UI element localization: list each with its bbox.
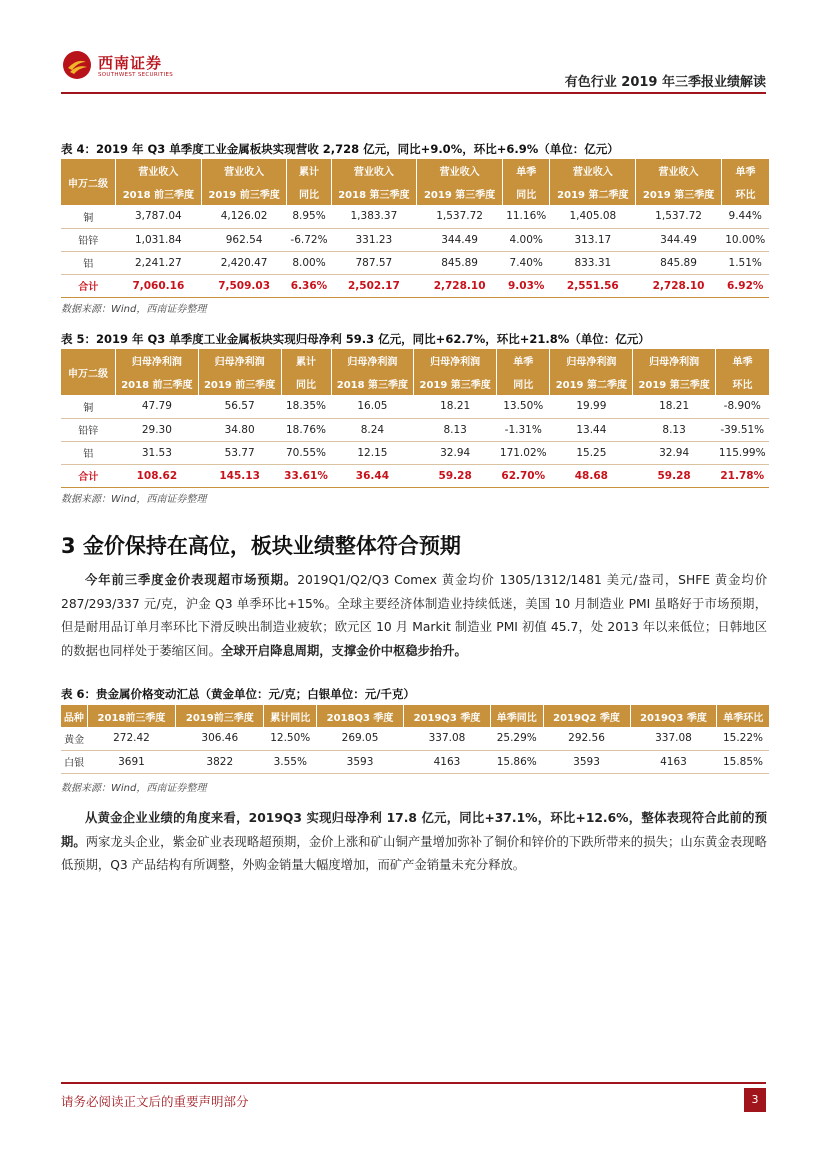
table4-total-label: 合计 xyxy=(61,274,116,297)
table5-source: 数据来源：Wind，西南证券整理 xyxy=(61,494,207,505)
table4-header-bottom-cell: 2019 第二季度 xyxy=(550,182,636,205)
para2-body: 两家龙头企业，紫金矿业表现略超预期，金价上涨和矿山铜产量增加弥补了铜价和锌价的下跌所带来的损失；山东黄金表现略低预期，Q3 产品结构有所调整，外购金销量大幅度增加，而矿产金销量未充分释放。 xyxy=(61,834,767,872)
table6-cell: 3.55% xyxy=(264,750,317,773)
table4-total-cell: 9.03% xyxy=(502,274,549,297)
table4-cell: 344.49 xyxy=(636,228,722,251)
table6-row-label: 白银 xyxy=(61,750,87,773)
table5-header-top-cell: 归母净利润 xyxy=(116,349,199,372)
table5-row-label: 铜 xyxy=(61,395,116,418)
table4-header-top-cell: 营业收入 xyxy=(201,159,287,182)
table5-total-row xyxy=(61,464,769,487)
table5-cell: 8.13 xyxy=(633,418,716,441)
table5-total-cell: 59.28 xyxy=(414,464,497,487)
table4-cell: 8.00% xyxy=(287,251,331,274)
table4-total-cell: 6.92% xyxy=(721,274,769,297)
table4-cell: 962.54 xyxy=(201,228,287,251)
table4-header-top-cell: 单季 xyxy=(721,159,769,182)
table5-data-row xyxy=(61,418,769,441)
table5-cell: 70.55% xyxy=(281,441,331,464)
table5-caption: 表 5：2019 年 Q3 单季度工业金属板块实现归母净利 59.3 亿元，同比+62.7%，环比+21.8%（单位：亿元） xyxy=(61,332,650,346)
table4-header-top-cell: 营业收入 xyxy=(116,159,202,182)
table5-cell: 18.21 xyxy=(633,395,716,418)
para1-lead: 今年前三季度金价表现超市场预期。 xyxy=(85,573,298,587)
table4-cell: 11.16% xyxy=(502,205,549,228)
table6-cell: 15.85% xyxy=(717,750,769,773)
table5-cell: 19.99 xyxy=(550,395,633,418)
table4-cell: 1,537.72 xyxy=(636,205,722,228)
table4-cell: 1.51% xyxy=(721,251,769,274)
table5-header-top-cell: 归母净利润 xyxy=(331,349,414,372)
table5-cell: 34.80 xyxy=(198,418,281,441)
table6-cell: 337.08 xyxy=(630,727,717,750)
table5-cell: 16.05 xyxy=(331,395,414,418)
table4-row-label: 铝 xyxy=(61,251,116,274)
table6-header-cell: 2018前三季度 xyxy=(87,705,175,727)
table4-cell: 4,126.02 xyxy=(201,205,287,228)
table4-header-bottom-cell: 2019 第三季度 xyxy=(636,182,722,205)
table5-header-bottom-cell: 环比 xyxy=(715,372,769,395)
table4-total-cell: 7,060.16 xyxy=(116,274,202,297)
table5-data-row xyxy=(61,441,769,464)
table4-cell: 1,405.08 xyxy=(550,205,636,228)
table4-cell: 1,537.72 xyxy=(417,205,503,228)
table6-cell: 15.22% xyxy=(717,727,769,750)
table4-header-top-cell: 营业收入 xyxy=(331,159,417,182)
table4-cell: 2,241.27 xyxy=(116,251,202,274)
table4-row-label: 铜 xyxy=(61,205,116,228)
table4-cell: 3,787.04 xyxy=(116,205,202,228)
table5-header-bottom-cell: 2019 第二季度 xyxy=(550,372,633,395)
table4-header-top-cell: 营业收入 xyxy=(636,159,722,182)
table5-cell: 115.99% xyxy=(715,441,769,464)
table6-header-cell: 2019前三季度 xyxy=(176,705,264,727)
table4-header-bottom-cell: 同比 xyxy=(287,182,331,205)
table5-cell: 32.94 xyxy=(633,441,716,464)
logo-emblem-icon xyxy=(62,50,92,80)
table4-header-row-1 xyxy=(61,159,769,182)
logo-english-name: SOUTHWEST SECURITIES xyxy=(98,72,174,78)
table5-total-cell: 59.28 xyxy=(633,464,716,487)
table6-cell: 15.86% xyxy=(490,750,543,773)
table6-cell: 4163 xyxy=(404,750,491,773)
table5-cell: -1.31% xyxy=(497,418,550,441)
table5-header-top-cell: 累计 xyxy=(281,349,331,372)
table5-cell: 47.79 xyxy=(116,395,199,418)
table5-header-top-cell: 归母净利润 xyxy=(550,349,633,372)
footer-divider xyxy=(61,1082,766,1084)
table6-data-row xyxy=(61,727,769,750)
table4-total-cell: 2,728.10 xyxy=(417,274,503,297)
table6-header-cell: 单季同比 xyxy=(490,705,543,727)
table4-caption: 表 4：2019 年 Q3 单季度工业金属板块实现营收 2,728 亿元，同比+9.0%，环比+6.9%（单位：亿元） xyxy=(61,142,619,156)
table6-data-row xyxy=(61,750,769,773)
table6-header-cell: 2019Q3 季度 xyxy=(630,705,717,727)
table5-header-top-cell: 单季 xyxy=(497,349,550,372)
table6-header-cell: 2019Q2 季度 xyxy=(543,705,630,727)
table5-header-bottom-cell: 同比 xyxy=(497,372,550,395)
table5-header-bottom-cell: 同比 xyxy=(281,372,331,395)
table5-total-cell: 62.70% xyxy=(497,464,550,487)
table4-header-row-2 xyxy=(61,182,769,205)
para1-body: 2019Q1/Q2/Q3 Comex 黄金均价 1305/1312/1481 美元/盎司，SHFE 黄金均价 287/293/337 元/克，沪金 Q3 单季环比+15%。全球主要经济体制造业持续低迷，美国 10 月制造业 PMI 虽略好于市场预期，但是耐用品订单月率环比下滑反映出制造业疲软；欧元区 10 月 Markit 制造业 PMI 初值 45.7，处 2013 年以来低位；日韩地区的数据也同样处于萎缩区间。 xyxy=(61,573,767,658)
table5-header-top-cell: 归母净利润 xyxy=(198,349,281,372)
table5-total-cell: 21.78% xyxy=(715,464,769,487)
page-number: 3 xyxy=(744,1088,766,1112)
table4-data-row xyxy=(61,228,769,251)
table4-header-top-cell: 营业收入 xyxy=(417,159,503,182)
table5-cell: 29.30 xyxy=(116,418,199,441)
para1-conclusion: 全球开启降息周期，支撑金价中枢稳步抬升。 xyxy=(220,643,467,658)
table5-cell: 15.25 xyxy=(550,441,633,464)
table6-cell: 12.50% xyxy=(264,727,317,750)
table6-header-cell: 品种 xyxy=(61,705,87,727)
table5-total-cell: 33.61% xyxy=(281,464,331,487)
table5-total-cell: 108.62 xyxy=(116,464,199,487)
table4-cell: 845.89 xyxy=(636,251,722,274)
table4-cell: 1,031.84 xyxy=(116,228,202,251)
table5-header-bottom-cell: 2018 前三季度 xyxy=(116,372,199,395)
table5-cell: 12.15 xyxy=(331,441,414,464)
table4-cell: 2,420.47 xyxy=(201,251,287,274)
table5-row-label: 铅锌 xyxy=(61,418,116,441)
table4-header-bottom-cell: 2018 前三季度 xyxy=(116,182,202,205)
table4-row-header: 申万二级 xyxy=(61,159,116,205)
table5-row-label: 铝 xyxy=(61,441,116,464)
table5-cell: 18.35% xyxy=(281,395,331,418)
table5-row-header: 申万二级 xyxy=(61,349,116,395)
table5-cell: 32.94 xyxy=(414,441,497,464)
table6-header-row xyxy=(61,705,769,727)
table5-data-row xyxy=(61,395,769,418)
table5-cell: -39.51% xyxy=(715,418,769,441)
table6-header-cell: 累计同比 xyxy=(264,705,317,727)
table5-cell: 13.44 xyxy=(550,418,633,441)
table4-cell: 787.57 xyxy=(331,251,417,274)
table4-cell: 9.44% xyxy=(721,205,769,228)
table5-total-cell: 48.68 xyxy=(550,464,633,487)
table4-cell: 331.23 xyxy=(331,228,417,251)
table4-cell: 313.17 xyxy=(550,228,636,251)
table4-source: 数据来源：Wind，西南证券整理 xyxy=(61,304,207,315)
table5-total-cell: 145.13 xyxy=(198,464,281,487)
table6-caption: 表 6：贵金属价格变动汇总（黄金单位：元/克；白银单位：元/千克） xyxy=(61,687,415,701)
table6-precious-metals xyxy=(61,705,769,774)
table4-cell: 4.00% xyxy=(502,228,549,251)
table6-cell: 3593 xyxy=(543,750,630,773)
logo-chinese-name: 西南证券 xyxy=(98,54,163,72)
table5-header-top-cell: 单季 xyxy=(715,349,769,372)
table4-cell: 7.40% xyxy=(502,251,549,274)
table4-header-bottom-cell: 环比 xyxy=(721,182,769,205)
table4-total-row xyxy=(61,274,769,297)
table4-total-cell: 2,728.10 xyxy=(636,274,722,297)
table5-cell: 53.77 xyxy=(198,441,281,464)
table5-cell: 18.21 xyxy=(414,395,497,418)
table5-total-label: 合计 xyxy=(61,464,116,487)
table5-header-row-2 xyxy=(61,372,769,395)
header-divider xyxy=(61,92,766,94)
para2-lead: 从黄金企业业绩的角度来看，2019Q3 实现归母净利 17.8 亿元，同比+37.1%，环比+12.6%，整体表现符合此前的预期。 xyxy=(61,811,767,849)
company-logo xyxy=(62,48,222,88)
table4-cell: 845.89 xyxy=(417,251,503,274)
table5-header-top-cell: 归母净利润 xyxy=(414,349,497,372)
table4-header-top-cell: 单季 xyxy=(502,159,549,182)
table5-total-cell: 36.44 xyxy=(331,464,414,487)
table5-cell: 18.76% xyxy=(281,418,331,441)
table5-header-bottom-cell: 2019 第三季度 xyxy=(633,372,716,395)
table6-cell: 3822 xyxy=(176,750,264,773)
table4-data-row xyxy=(61,205,769,228)
section-3-paragraph-1 xyxy=(61,569,767,663)
table6-cell: 4163 xyxy=(630,750,717,773)
table4-header-bottom-cell: 2019 前三季度 xyxy=(201,182,287,205)
table6-cell: 3593 xyxy=(317,750,404,773)
table5-header-bottom-cell: 2019 第三季度 xyxy=(414,372,497,395)
table4-cell: 344.49 xyxy=(417,228,503,251)
table5-header-bottom-cell: 2019 前三季度 xyxy=(198,372,281,395)
table6-cell: 292.56 xyxy=(543,727,630,750)
table5-cell: 56.57 xyxy=(198,395,281,418)
table6-cell: 25.29% xyxy=(490,727,543,750)
table4-total-cell: 2,502.17 xyxy=(331,274,417,297)
table4-total-cell: 2,551.56 xyxy=(550,274,636,297)
table4-total-cell: 7,509.03 xyxy=(201,274,287,297)
table6-cell: 269.05 xyxy=(317,727,404,750)
table5-cell: 171.02% xyxy=(497,441,550,464)
footer-disclaimer: 请务必阅读正文后的重要声明部分 xyxy=(61,1094,249,1109)
section-3-title: 3 金价保持在高位，板块业绩整体符合预期 xyxy=(61,534,461,558)
table4-revenue xyxy=(61,159,769,298)
table5-cell: 13.50% xyxy=(497,395,550,418)
table4-header-bottom-cell: 同比 xyxy=(502,182,549,205)
table6-cell: 272.42 xyxy=(87,727,175,750)
table4-header-top-cell: 累计 xyxy=(287,159,331,182)
table5-cell: -8.90% xyxy=(715,395,769,418)
table4-cell: 1,383.37 xyxy=(331,205,417,228)
table5-cell: 31.53 xyxy=(116,441,199,464)
table4-cell: -6.72% xyxy=(287,228,331,251)
table4-data-row xyxy=(61,251,769,274)
table5-header-bottom-cell: 2018 第三季度 xyxy=(331,372,414,395)
table5-header-top-cell: 归母净利润 xyxy=(633,349,716,372)
table4-header-bottom-cell: 2019 第三季度 xyxy=(417,182,503,205)
table6-header-cell: 单季环比 xyxy=(717,705,769,727)
table6-cell: 3691 xyxy=(87,750,175,773)
table4-cell: 833.31 xyxy=(550,251,636,274)
section-3-paragraph-2 xyxy=(61,807,767,878)
report-header-title: 有色行业 2019 年三季报业绩解读 xyxy=(564,75,766,90)
table4-header-top-cell: 营业收入 xyxy=(550,159,636,182)
table5-cell: 8.24 xyxy=(331,418,414,441)
table4-cell: 8.95% xyxy=(287,205,331,228)
table4-row-label: 铅锌 xyxy=(61,228,116,251)
table5-header-row-1 xyxy=(61,349,769,372)
table6-cell: 337.08 xyxy=(404,727,491,750)
table5-cell: 8.13 xyxy=(414,418,497,441)
table4-total-cell: 6.36% xyxy=(287,274,331,297)
table6-cell: 306.46 xyxy=(176,727,264,750)
table4-header-bottom-cell: 2018 第三季度 xyxy=(331,182,417,205)
table5-net-profit xyxy=(61,349,769,488)
table6-row-label: 黄金 xyxy=(61,727,87,750)
table6-source: 数据来源：Wind，西南证券整理 xyxy=(61,783,207,794)
table4-cell: 10.00% xyxy=(721,228,769,251)
table6-header-cell: 2019Q3 季度 xyxy=(404,705,491,727)
table6-header-cell: 2018Q3 季度 xyxy=(317,705,404,727)
